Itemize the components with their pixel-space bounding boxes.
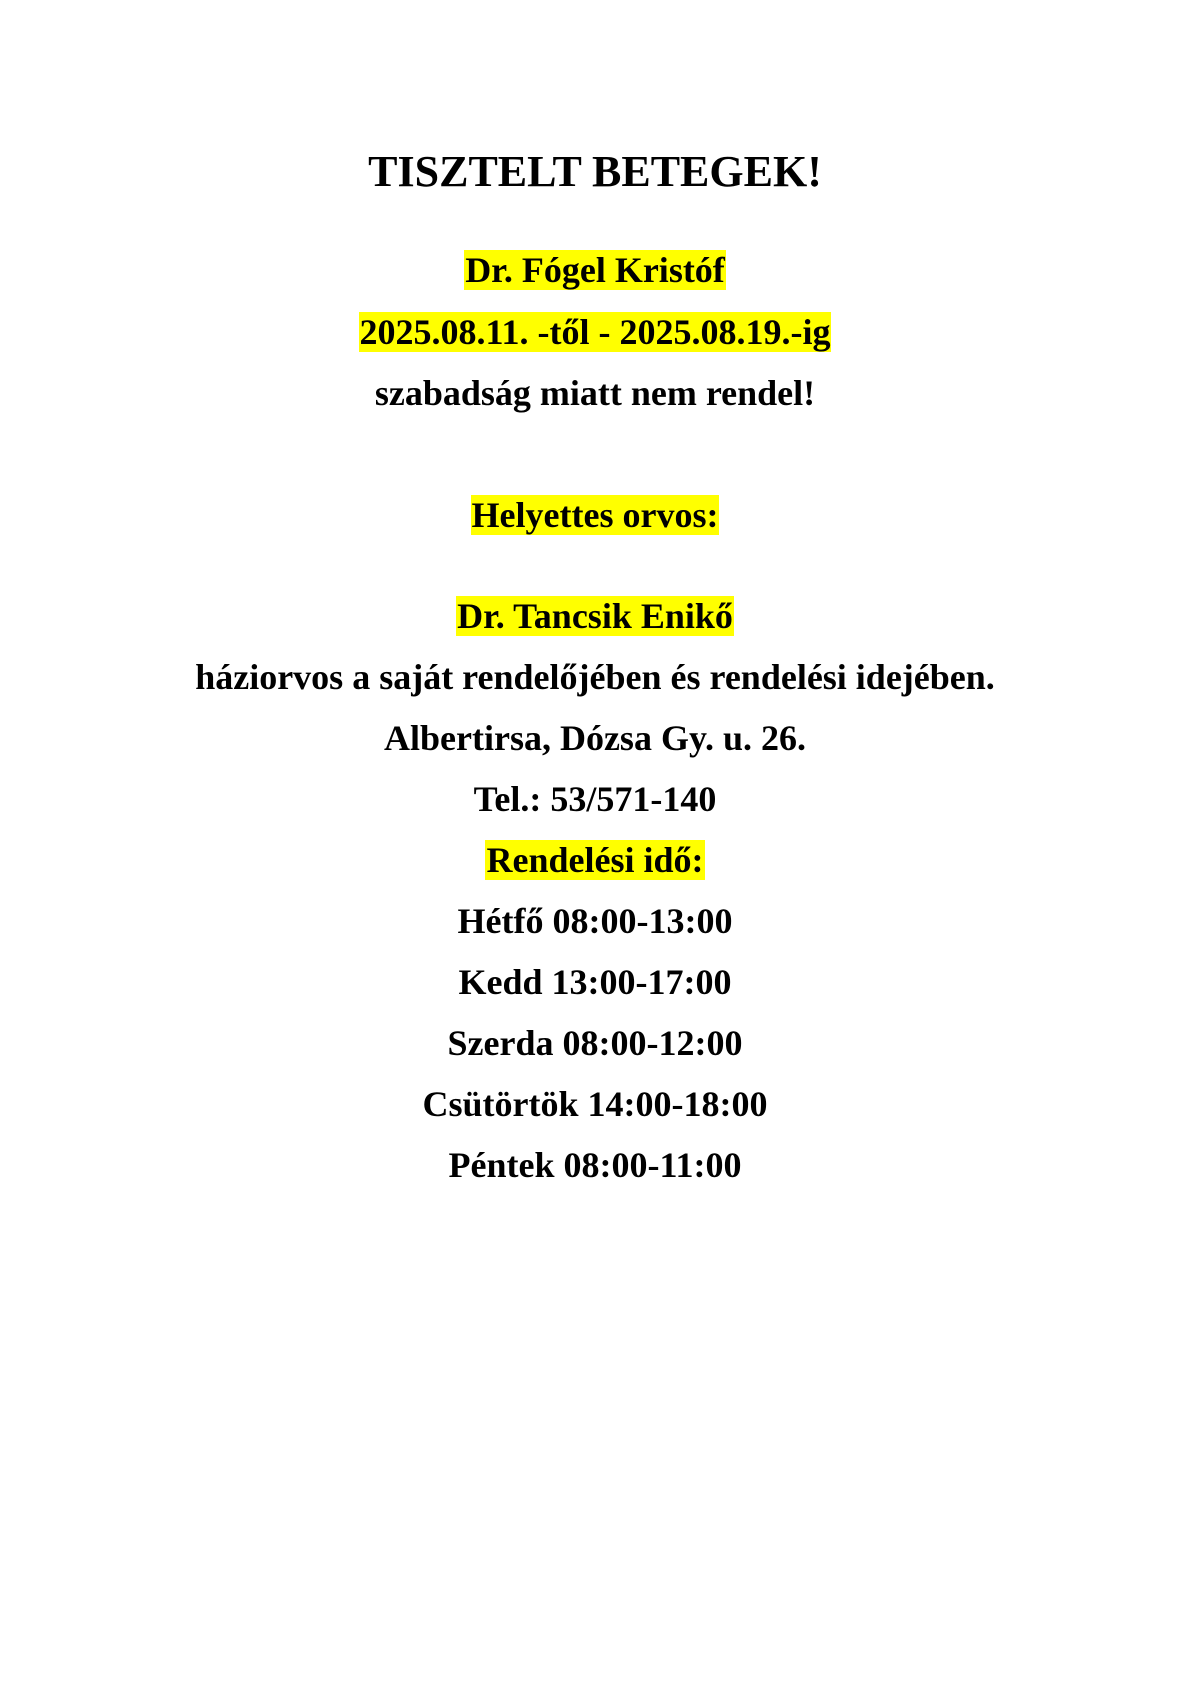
absent-doctor-name-text: Dr. Fógel Kristóf xyxy=(465,250,725,290)
hours-row-text: Szerda 08:00-12:00 xyxy=(447,1023,743,1063)
substitute-description-text: háziorvos a saját rendelőjében és rendelési idejében. xyxy=(195,657,995,697)
hours-row-text: Kedd 13:00-17:00 xyxy=(458,962,732,1002)
hours-row-tuesday xyxy=(0,960,1190,1004)
hours-heading xyxy=(0,838,1190,882)
substitute-phone xyxy=(0,777,1190,821)
substitute-address-text: Albertirsa, Dózsa Gy. u. 26. xyxy=(384,718,806,758)
absence-period-text: 2025.08.11. -től - 2025.08.19.-ig xyxy=(359,312,831,352)
absence-reason xyxy=(0,371,1190,415)
substitute-heading xyxy=(0,493,1190,537)
absent-doctor-name xyxy=(0,248,1190,292)
hours-row-wednesday xyxy=(0,1021,1190,1065)
substitute-heading-text: Helyettes orvos: xyxy=(471,495,719,535)
hours-row-thursday xyxy=(0,1082,1190,1126)
absence-period xyxy=(0,310,1190,354)
hours-heading-text: Rendelési idő: xyxy=(486,840,704,880)
absence-reason-text: szabadság miatt nem rendel! xyxy=(374,373,816,413)
substitute-description xyxy=(0,655,1190,699)
hours-row-text: Csütörtök 14:00-18:00 xyxy=(422,1084,768,1124)
title-text: TISZTELT BETEGEK! xyxy=(368,147,822,196)
substitute-doctor-name-text: Dr. Tancsik Enikő xyxy=(457,596,733,636)
substitute-address xyxy=(0,716,1190,760)
substitute-phone-text: Tel.: 53/571-140 xyxy=(473,779,717,819)
hours-row-text: Hétfő 08:00-13:00 xyxy=(457,901,733,941)
page-title xyxy=(0,146,1190,198)
hours-row-friday xyxy=(0,1143,1190,1187)
hours-row-monday xyxy=(0,899,1190,943)
substitute-doctor-name xyxy=(0,594,1190,638)
hours-row-text: Péntek 08:00-11:00 xyxy=(448,1145,742,1185)
